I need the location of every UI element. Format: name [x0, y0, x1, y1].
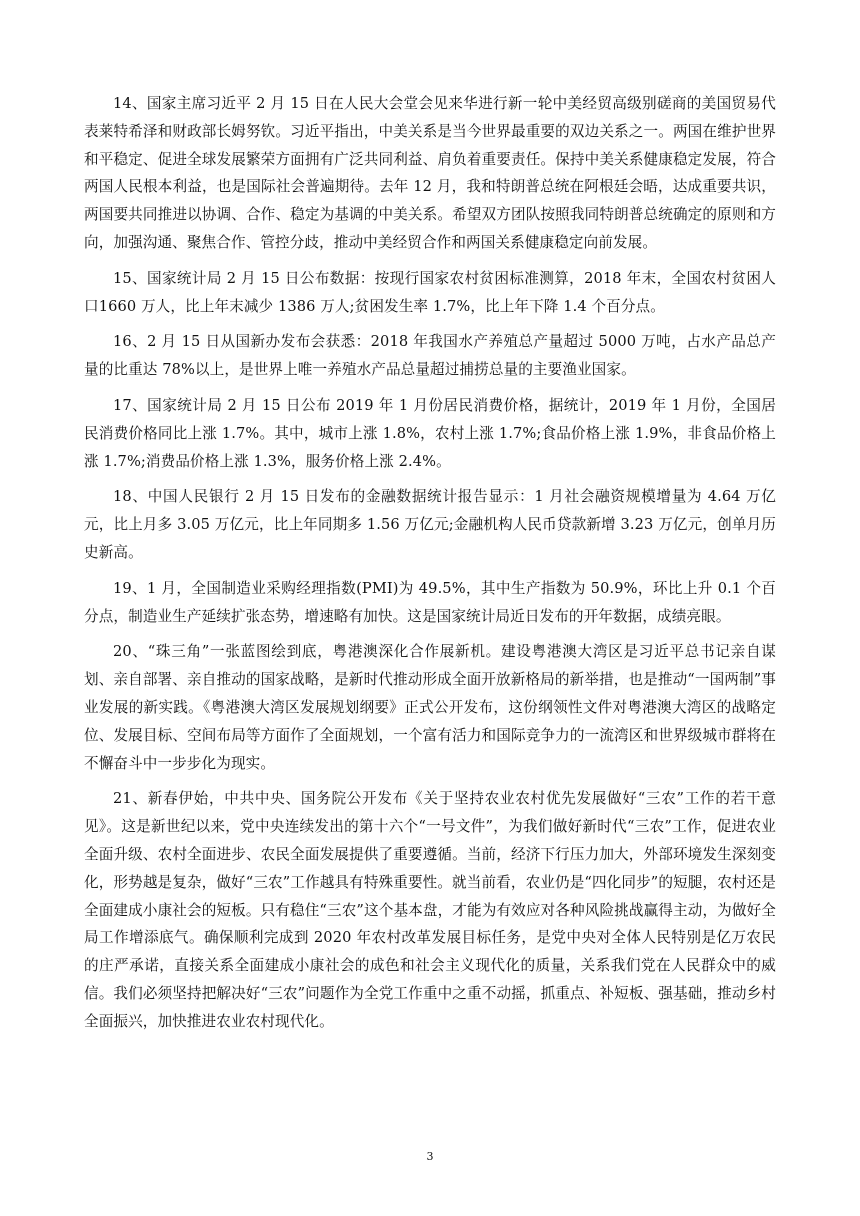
paragraph-14: 14、国家主席习近平 2 月 15 日在人民大会堂会见来华进行新一轮中美经贸高级别磋商的美国贸易代表莱特希泽和财政部长姆努钦。习近平指出，中美关系是当今世界最重要的双边关系之一。两国在维护世界和平稳定、促进全球发展繁荣方面拥有广泛共同利益、肩负着重要责任。保持中美关系健康稳定发展，符合两国人民根本利益，也是国际社会普遍期待。去年 12 月，我和特朗普总统在阿根廷会晤，达成重要共识，两国要共同推进以协调、合作、稳定为基调的中美关系。希望双方团队按照我同特朗普总统确定的原则和方向，加强沟通、聚焦合作、管控分歧，推动中美经贸合作和两国关系健康稳定向前发展。	[84, 95, 776, 251]
paragraph-21: 21、新春伊始，中共中央、国务院公开发布《关于坚持农业农村优先发展做好“三农”工作的若干意见》。这是新世纪以来，党中央连续发出的第十六个“一号文件”，为我们做好新时代“三农”工作，促进农业全面升级、农村全面进步、农民全面发展提供了重要遵循。当前，经济下行压力加大，外部环境发生深刻变化，形势越是复杂，做好“三农”工作越具有特殊重要性。就当前看，农业仍是“四化同步”的短腿，农村还是全面建成小康社会的短板。只有稳住“三农”这个基本盘，才能为有效应对各种风险挑战赢得主动，为做好全局工作增添底气。确保顺利完成到 2020 年农村改革发展目标任务，是党中央对全体人民特别是亿万农民的庄严承诺，直接关系全面建成小康社会的成色和社会主义现代化的质量，关系我们党在人民群众中的威信。我们必须坚持把解决好“三农”问题作为全党工作重中之重不动摇，抓重点、补短板、强基础，推动乡村全面振兴，加快推进农业农村现代化。	[84, 790, 776, 1030]
paragraph-20: 20、“珠三角”一张蓝图绘到底，粤港澳深化合作展新机。建设粤港澳大湾区是习近平总书记亲自谋划、亲自部署、亲自推动的国家战略，是新时代推动形成全面开放新格局的新举措，也是推动“一国两制”事业发展的新实践。《粤港澳大湾区发展规划纲要》正式公开发布，这份纲领性文件对粤港澳大湾区的战略定位、发展目标、空间布局等方面作了全面规划，一个富有活力和国际竞争力的一流湾区和世界级城市群将在不懈奋斗中一步步化为现实。	[84, 643, 776, 772]
page-number: 3	[426, 1150, 434, 1163]
document-body	[84, 90, 776, 1044]
paragraph-17: 17、国家统计局 2 月 15 日公布 2019 年 1 月份居民消费价格，据统计，2019 年 1 月份，全国居民消费价格同比上涨 1.7%。其中，城市上涨 1.8%，农村上涨 1.7%;食品价格上涨 1.9%，非食品价格上涨 1.7%;消费品价格上涨 1.3%，服务价格上涨 2.4%。	[84, 396, 776, 470]
paragraph-16: 16、2 月 15 日从国新办发布会获悉：2018 年我国水产养殖总产量超过 5000 万吨，占水产品总产量的比重达 78%以上，是世界上唯一养殖水产品总量超过捕捞总量的主要渔业国家。	[84, 333, 776, 379]
paragraph-19: 19、1 月，全国制造业采购经理指数(PMI)为 49.5%，其中生产指数为 50.9%，环比上升 0.1 个百分点，制造业生产延续扩张态势，增速略有加快。这是国家统计局近日发布的开年数据，成绩亮眼。	[84, 579, 776, 625]
paragraph-18: 18、中国人民银行 2 月 15 日发布的金融数据统计报告显示：1 月社会融资规模增量为 4.64 万亿元，比上月多 3.05 万亿元，比上年同期多 1.56 万亿元;金融机构人民币贷款新增 3.23 万亿元，创单月历史新高。	[84, 488, 776, 561]
paragraph-15: 15、国家统计局 2 月 15 日公布数据：按现行国家农村贫困标准测算，2018 年末，全国农村贫困人口1660 万人，比上年末减少 1386 万人;贫困发生率 1.7%，比上年下降 1.4 个百分点。	[84, 269, 776, 315]
